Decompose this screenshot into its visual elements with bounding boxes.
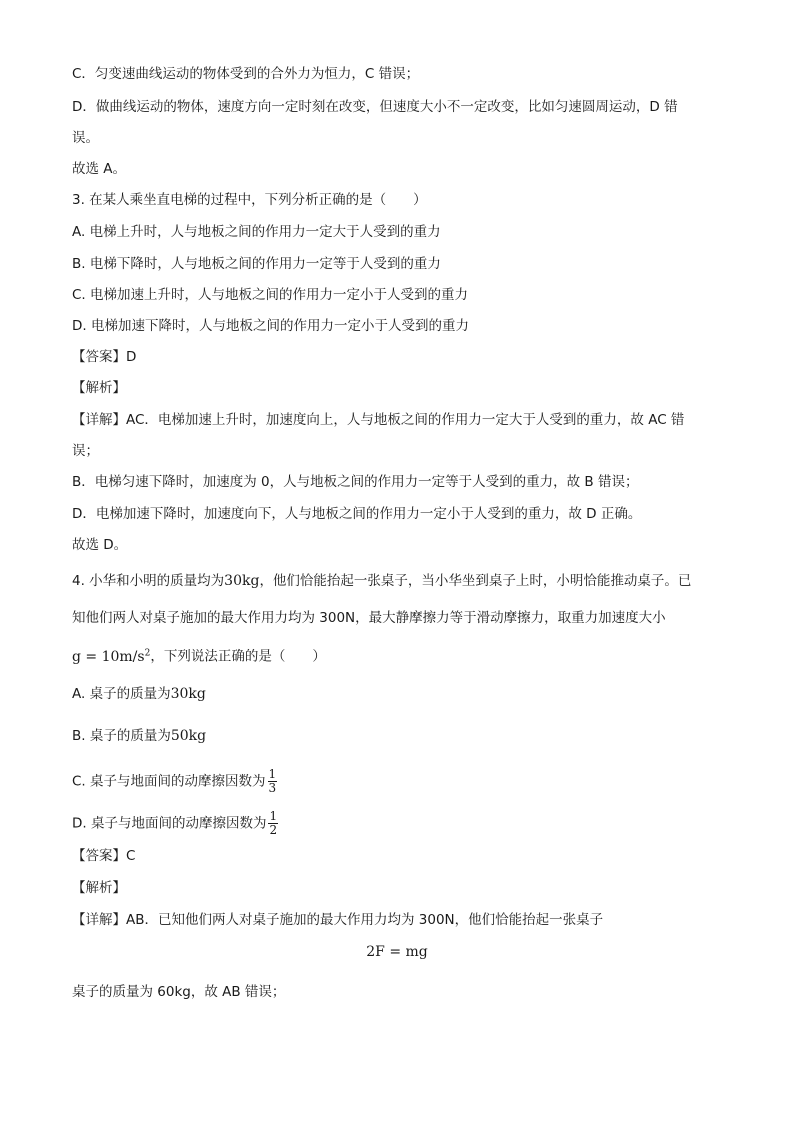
- text-line: B．电梯匀速下降时，加速度为 0，人与地板之间的作用力一定等于人受到的重力，故 B 错误；: [72, 474, 639, 490]
- math-exponent: 2: [144, 648, 151, 658]
- question-3-option-a: A. 电梯上升时，人与地板之间的作用力一定大于人受到的重力: [72, 224, 441, 240]
- text-segment: 4. 小华和小明的质量均为: [72, 573, 225, 589]
- math-mass: 30kg: [224, 573, 260, 589]
- question-4-option-c: [72, 768, 277, 795]
- text-line: 误。: [72, 130, 99, 146]
- text-line: 故选 A。: [72, 161, 127, 177]
- math-gravity: [72, 649, 150, 665]
- text-segment: B. 桌子的质量为: [72, 728, 171, 744]
- text-segment: C. 桌子与地面间的动摩擦因数为: [72, 773, 266, 790]
- text-line: 【详解】AB．已知他们两人对桌子施加的最大作用力均为 300N，他们恰能抬起一张桌子: [72, 912, 604, 928]
- fraction-denominator: 3: [268, 781, 277, 795]
- equation: 2F = mg: [366, 944, 428, 960]
- question-3-option-b: B. 电梯下降时，人与地板之间的作用力一定等于人受到的重力: [72, 256, 441, 272]
- analysis-label: 【解析】: [72, 880, 126, 896]
- math-mass: 50kg: [170, 728, 207, 744]
- text-line: D．电梯加速下降时，加速度向下，人与地板之间的作用力一定小于人受到的重力，故 D 正确。: [72, 506, 642, 522]
- text-line: [72, 643, 326, 667]
- text-line: 桌子的质量为 60kg，故 AB 错误；: [72, 984, 286, 1000]
- fraction-numerator: 1: [269, 809, 278, 823]
- fraction-numerator: 1: [268, 767, 277, 781]
- text-line: 【详解】AC．电梯加速上升时，加速度向上，人与地板之间的作用力一定大于人受到的重力，故 AC 错: [72, 412, 685, 428]
- text-line: D．做曲线运动的物体，速度方向一定时刻在改变，但速度大小不一定改变，比如匀速圆周运动，D 错: [72, 99, 678, 115]
- fraction-denominator: 2: [269, 823, 278, 837]
- question-4-stem: [72, 571, 691, 591]
- text-line: 知他们两人对桌子施加的最大作用力均为 300N，最大静摩擦力等于滑动摩擦力，取重力加速度大小: [72, 610, 666, 626]
- question-3-option-c: C. 电梯加速上升时，人与地板之间的作用力一定小于人受到的重力: [72, 287, 469, 303]
- fraction: [268, 768, 278, 795]
- question-3-option-d: D. 电梯加速下降时，人与地板之间的作用力一定小于人受到的重力: [72, 318, 469, 334]
- math-gravity-text: g = 10m/s: [72, 648, 145, 665]
- text-segment: D. 桌子与地面间的动摩擦因数为: [72, 815, 267, 832]
- text-line: C．匀变速曲线运动的物体受到的合外力为恒力，C 错误；: [72, 66, 420, 82]
- text-segment: ，下列说法正确的是（ ）: [150, 648, 326, 665]
- fraction: [268, 810, 278, 837]
- question-4-option-a: [72, 684, 206, 704]
- question-4-option-b: [72, 726, 206, 746]
- text-segment: ，他们恰能抬起一张桌子，当小华坐到桌子上时，小明恰能推动桌子。已: [259, 573, 692, 589]
- answer-label: 【答案】C: [72, 848, 136, 864]
- question-3-stem: 3. 在某人乘坐直电梯的过程中，下列分析正确的是（ ）: [72, 192, 427, 208]
- question-4-option-d: [72, 810, 278, 837]
- text-line: 误；: [72, 443, 99, 459]
- math-mass: 30kg: [170, 686, 206, 702]
- text-segment: A. 桌子的质量为: [72, 686, 171, 702]
- answer-label: 【答案】D: [72, 349, 137, 365]
- analysis-label: 【解析】: [72, 380, 126, 396]
- text-line: 故选 D。: [72, 537, 128, 553]
